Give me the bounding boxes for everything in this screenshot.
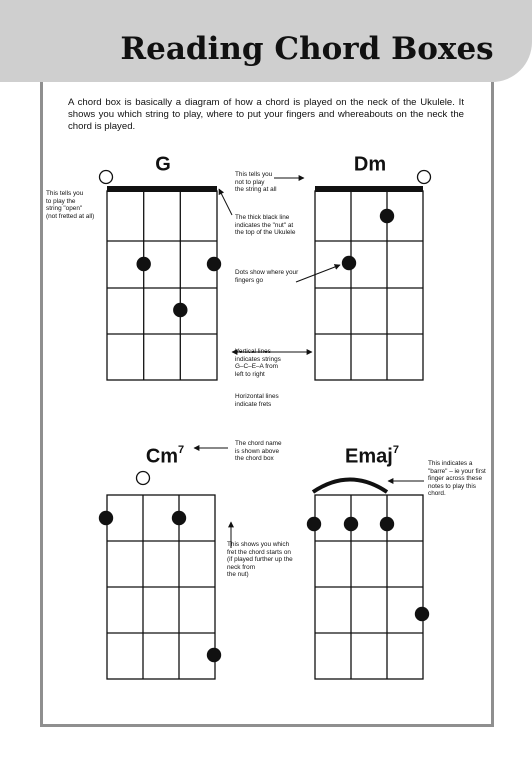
chord-name-emaj7: Emaj$^7$ xyxy=(345,444,399,468)
note-nut: The thick black line indicates the "nut" at the top of the Ukulele xyxy=(235,214,296,237)
finger-dot xyxy=(307,517,321,531)
nut-g xyxy=(107,186,217,192)
note-open-string: This tells you to play the string "open" (not fretted at all) xyxy=(46,190,95,220)
arrow-nut xyxy=(219,189,232,215)
finger-dot xyxy=(172,511,186,525)
note-chord-name: The chord name is shown above the chord box xyxy=(235,440,282,463)
note-not-play: This tells you not to play the string at all xyxy=(235,171,277,194)
chord-name-cm7: Cm$^7$ xyxy=(145,444,185,468)
finger-dot xyxy=(137,257,151,271)
arrow-dots xyxy=(296,265,340,282)
note-dots: Dots show where your fingers go xyxy=(235,269,299,284)
chord-name-g: G xyxy=(155,153,171,176)
open-string-marker xyxy=(137,472,150,485)
chord-name-dm: Dm xyxy=(353,153,387,176)
page-title: Reading Chord Boxes xyxy=(120,31,494,67)
finger-dot xyxy=(99,511,113,525)
chord-box-g xyxy=(107,191,217,380)
note-vertical-lines: Vertical lines indicates strings G–C–E–A from left to right xyxy=(235,348,281,378)
chord-box-dm xyxy=(315,191,423,380)
barre-arc xyxy=(313,480,387,493)
annotation-arrows xyxy=(194,178,424,548)
finger-dot xyxy=(380,517,394,531)
open-string-marker xyxy=(418,171,431,184)
finger-dot xyxy=(342,256,356,270)
open-string-marker xyxy=(100,171,113,184)
finger-dot xyxy=(380,209,394,223)
chord-box-emaj7 xyxy=(315,495,423,679)
finger-dot xyxy=(207,648,221,662)
nut-dm xyxy=(315,186,423,192)
chord-box-cm7 xyxy=(107,495,215,679)
finger-dot xyxy=(173,303,187,317)
intro-paragraph: A chord box is basically a diagram of how a chord is played on the neck of the Ukulele. It shows you which string to play, where to put your fingers and whereabouts on the neck the chord is played. xyxy=(68,97,464,132)
note-fret-start: This shows you which fret the chord starts on (if played further up the neck from the nut) xyxy=(227,541,293,579)
note-horizontal-lines: Horizontal lines indicate frets xyxy=(235,393,279,408)
finger-dot xyxy=(207,257,221,271)
note-barre: This indicates a "barre" – ie your first finger across these notes to play this chord. xyxy=(428,460,486,498)
finger-dot xyxy=(415,607,429,621)
finger-dot xyxy=(344,517,358,531)
